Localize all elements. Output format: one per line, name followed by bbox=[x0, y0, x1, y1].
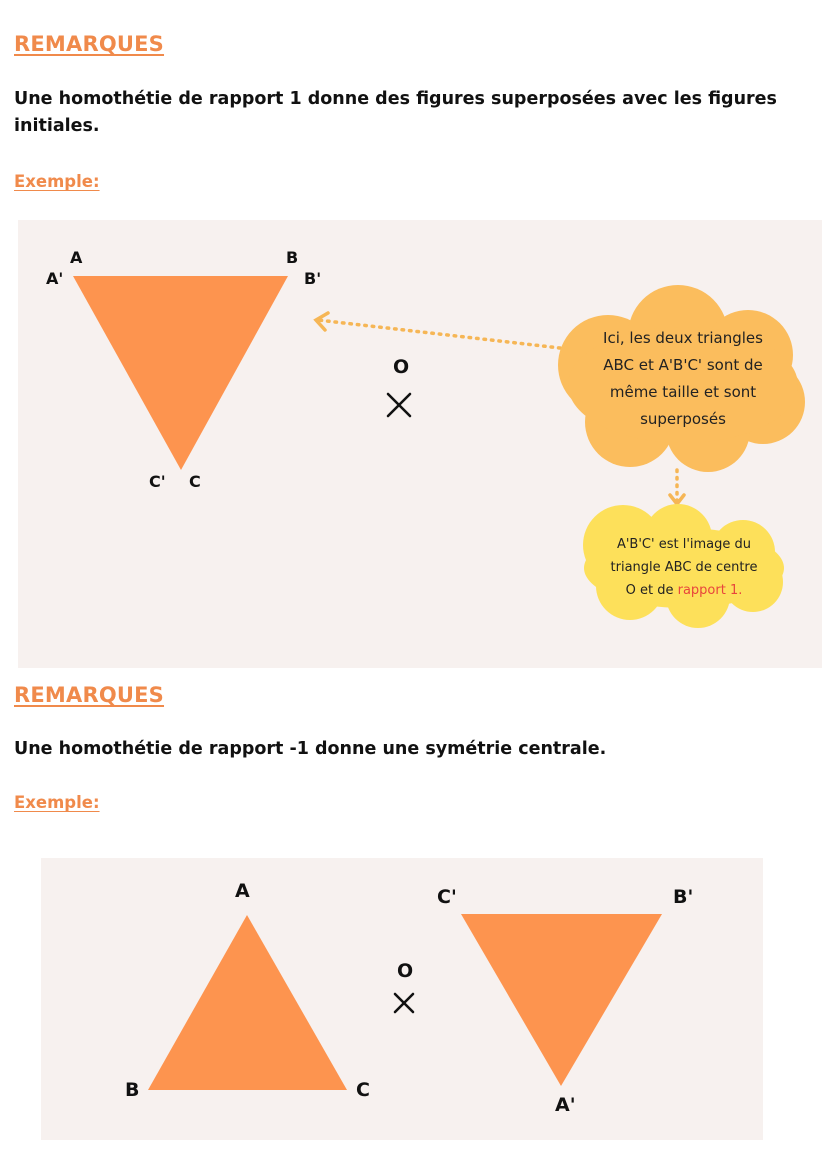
cloud-big-line-1: Ici, les deux triangles bbox=[603, 329, 763, 347]
label-c: C bbox=[356, 1079, 370, 1101]
cloud-big-line-2: ABC et A'B'C' sont de bbox=[603, 356, 763, 374]
cloud-big-line-4: superposés bbox=[640, 410, 726, 428]
dotted-arrow-down bbox=[670, 470, 684, 504]
label-b: B bbox=[125, 1079, 140, 1101]
center-o-cross bbox=[388, 394, 410, 416]
figure2-drawing bbox=[41, 858, 763, 1140]
label-b-prime: B' bbox=[304, 269, 322, 288]
cloud-big-line-3: même taille et sont bbox=[609, 383, 757, 401]
cloud-small-line-1: A'B'C' est l'image du bbox=[616, 537, 752, 552]
section1-text: Une homothétie de rapport 1 donne des figures superposées avec les figures initiales. bbox=[14, 89, 777, 136]
label-c-prime: C' bbox=[437, 886, 457, 908]
label-b: B bbox=[286, 248, 299, 267]
label-c: C bbox=[189, 472, 201, 491]
label-b-prime: B' bbox=[673, 886, 694, 908]
center-o-cross bbox=[395, 994, 413, 1012]
label-o: O bbox=[393, 356, 410, 378]
cloud-big-text bbox=[563, 325, 803, 433]
section2-heading: REMARQUES bbox=[14, 683, 165, 707]
label-a-prime: A' bbox=[555, 1094, 576, 1116]
section2-text: Une homothétie de rapport -1 donne une symétrie centrale. bbox=[14, 739, 607, 759]
section2-example-label: Exemple: bbox=[14, 793, 100, 812]
rapport-highlight: rapport 1. bbox=[677, 583, 743, 598]
label-c-prime: C' bbox=[149, 472, 166, 491]
cloud-small-line-2: triangle ABC de centre bbox=[610, 560, 758, 575]
section1-example-label: Exemple: bbox=[14, 172, 100, 191]
triangle-abc bbox=[73, 276, 288, 470]
label-o: O bbox=[397, 960, 414, 982]
figure2-panel bbox=[41, 858, 763, 1140]
label-a: A bbox=[235, 880, 250, 902]
cloud-small-text bbox=[574, 533, 794, 602]
label-a-prime: A' bbox=[46, 269, 64, 288]
triangle-abc bbox=[148, 915, 347, 1090]
label-a: A bbox=[70, 248, 83, 267]
dotted-arrow-left bbox=[316, 313, 560, 348]
section1-heading: REMARQUES bbox=[14, 32, 165, 56]
cloud-small-line-3 bbox=[574, 579, 794, 602]
cloud-small-line-3-prefix: O et de bbox=[625, 583, 678, 598]
figure1-panel bbox=[18, 220, 822, 668]
triangle-a-prime-b-prime-c-prime bbox=[461, 914, 662, 1086]
